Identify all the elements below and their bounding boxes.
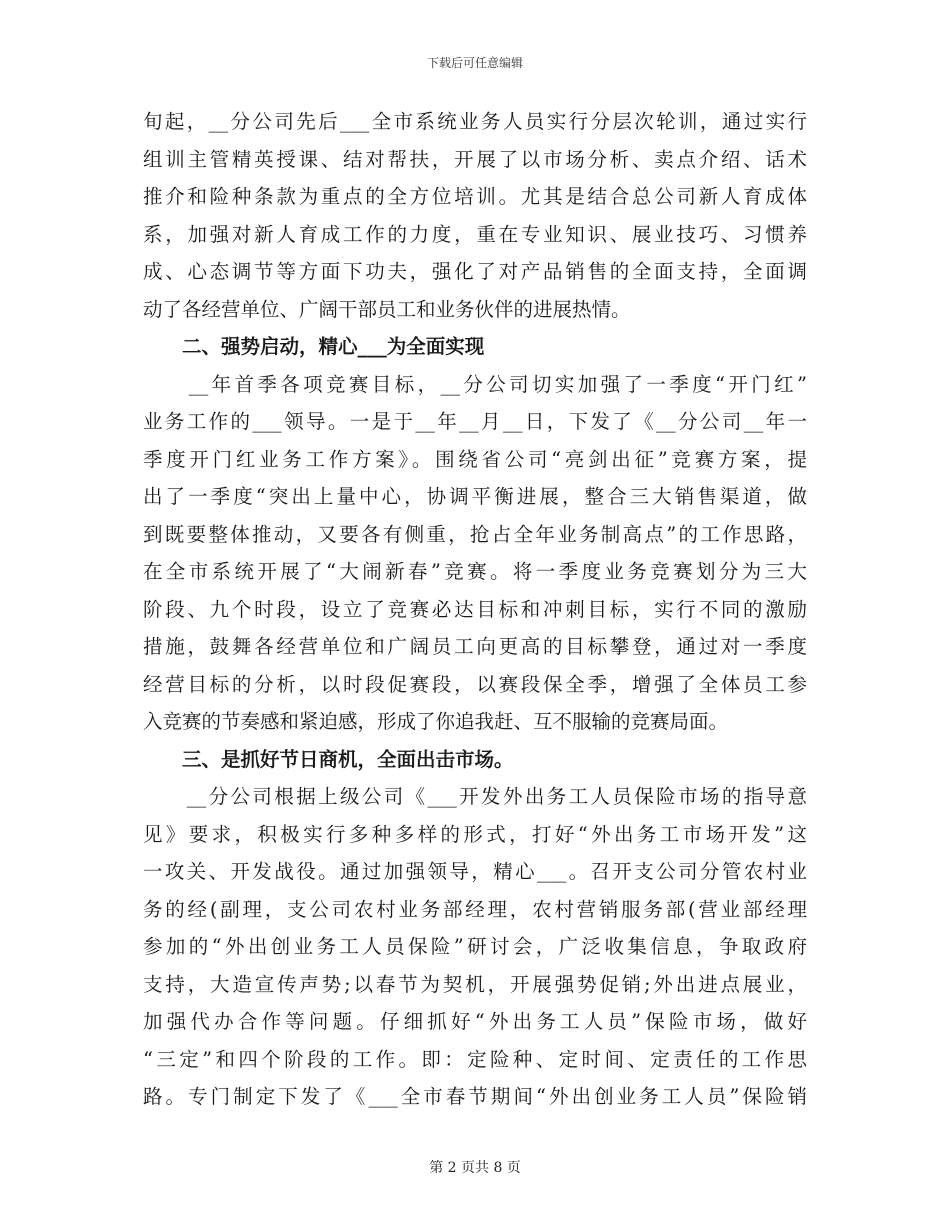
text-line: 推介和险种条款为重点的全方位培训。尤其是结合总公司新人育成体 (143, 185, 807, 208)
text-line: 出了一季度“突出上量中心，协调平衡进展，整合三大销售渠道，做 (143, 485, 807, 508)
text-line: 动了各经营单位、广阔干部员工和业务伙伴的进展热情。 (143, 297, 631, 321)
text-line: 在全市系统开展了“大闹新春”竞赛。将一季度业务竞赛划分为三大 (143, 560, 807, 583)
text-line: 见》要求，积极实行多种多样的形式，打好“外出务工市场开发”这 (143, 822, 807, 846)
page-header: 下载后可任意编辑 (426, 56, 523, 70)
text-line: 组训主管精英授课、结对帮扶，开展了以市场分析、卖点介绍、话术 (143, 147, 807, 171)
text-line: 阶段、九个时段，设立了竞赛必达目标和冲刺目标，实行不同的激励 (143, 597, 807, 621)
text-line: “三定”和四个阶段的工作。即：定险种、定时间、定责任的工作思 (143, 1047, 807, 1071)
section-heading: 三、是抓好节日商机，全面出击市场。 (143, 747, 514, 771)
text-line: 一攻关、开发战役。通过加强领导，精心___。召开支公司分管农村业 (143, 860, 807, 883)
text-line: 参加的“外出创业务工人员保险”研讨会，广泛收集信息，争取政府 (143, 935, 807, 958)
text-line: 到既要整体推动，又要各有侧重，抢占全年业务制高点”的工作思路， (143, 522, 807, 546)
text-line: 支持，大造宣传声势;以春节为契机，开展强势促销;外出进点展业， (143, 972, 807, 996)
text-line: 入竞赛的节奏感和紧迫感，形成了你追我赶、互不服输的竞赛局面。 (143, 710, 729, 733)
text-line: __年首季各项竞赛目标，__分公司切实加强了一季度“开门红” (143, 372, 807, 396)
text-line: 措施，鼓舞各经营单位和广阔员工向更高的目标攀登，通过对一季度 (143, 635, 807, 658)
text-line: __分公司根据上级公司《___开发外出务工人员保险市场的指导意 (143, 785, 807, 808)
text-line: 旬起，__分公司先后___全市系统业务人员实行分层次轮训，通过实行 (143, 110, 807, 133)
text-line: 成、心态调节等方面下功夫，强化了对产品销售的全面支持，全面调 (143, 260, 807, 283)
text-line: 路。专门制定下发了《___全市春节期间“外出创业务工人员”保险销 (143, 1085, 807, 1108)
page-footer: 第 2 页共 8 页 (429, 1160, 521, 1176)
text-line: 业务工作的___领导。一是于__年__月__日，下发了《__分公司__年一 (143, 410, 807, 433)
section-heading: 二、强势启动，精心___为全面实现 (143, 335, 485, 358)
text-line: 季度开门红业务工作方案》。围绕省公司“亮剑出征”竞赛方案，提 (143, 447, 807, 471)
text-line: 系，加强对新人育成工作的力度，重在专业知识、展业技巧、习惯养 (143, 222, 807, 246)
text-line: 加强代办合作等问题。仔细抓好“外出务工人员”保险市场，做好 (143, 1010, 807, 1033)
text-line: 务的经(副理，支公司农村业务部经理，农村营销服务部(营业部经理 (143, 897, 807, 921)
document-body (143, 103, 807, 1116)
text-line: 经营目标的分析，以时段促赛段，以赛段保全季，增强了全体员工参 (143, 672, 807, 696)
